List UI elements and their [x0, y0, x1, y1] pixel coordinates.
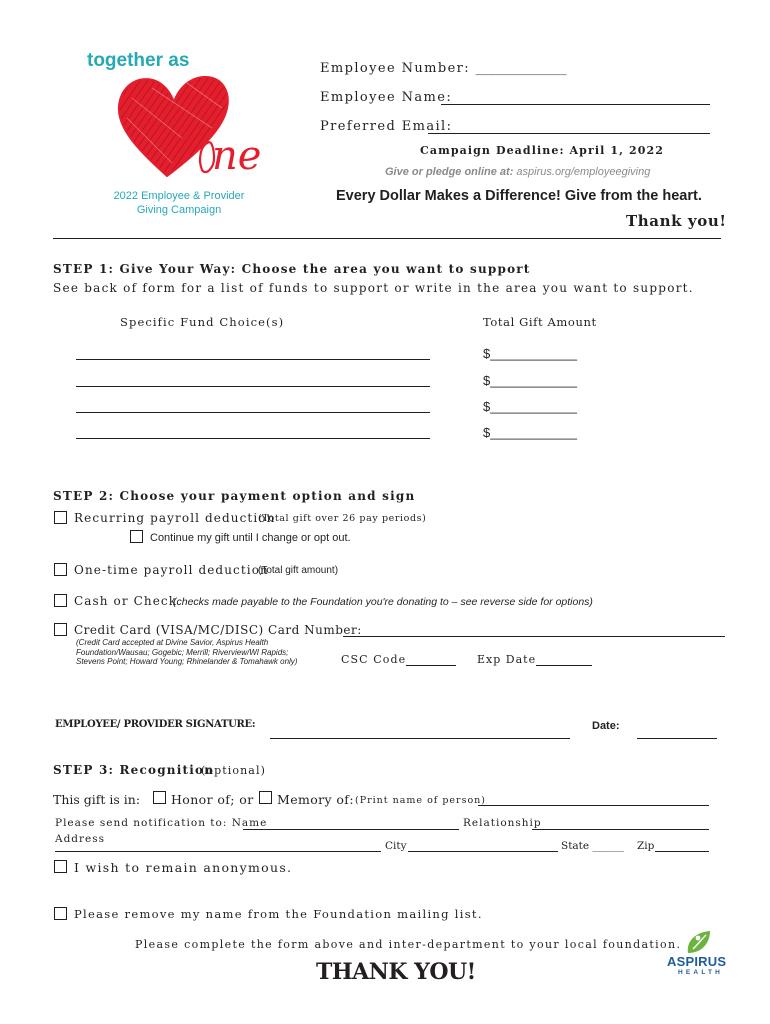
cash-check-note: (checks made payable to the Foundation you're donating to – see reverse side for options) [173, 596, 593, 608]
campaign-deadline: Campaign Deadline: April 1, 2022 [420, 144, 664, 157]
step3-title: STEP 3: Recognition [53, 763, 215, 777]
credit-card-label: Credit Card (VISA/MC/DISC) Card Number: [74, 623, 362, 637]
employee-name-field[interactable] [441, 104, 710, 105]
honor-of-checkbox[interactable] [153, 791, 166, 804]
employee-number-field[interactable]: ______________ [475, 61, 567, 76]
give-online-url[interactable]: aspirus.org/employeegiving [516, 166, 651, 178]
aspirus-leaf-icon [684, 929, 714, 957]
col-fund-header: Specific Fund Choice(s) [120, 315, 285, 329]
exp-date-field[interactable] [536, 665, 592, 666]
campaign-name [104, 189, 254, 217]
onetime-note: (Total gift amount) [258, 565, 339, 576]
print-name-note: (Print name of person) [355, 795, 486, 806]
step3-optional: (optional) [201, 764, 266, 777]
footer-instruction: Please complete the form above and inter-department to your local foundation. [135, 938, 682, 951]
gift-is-in-label: This gift is in: [53, 792, 141, 807]
amount-field-3[interactable]: $____________ [483, 399, 577, 414]
city-label: City [385, 840, 407, 852]
step1-subtitle: See back of form for a list of funds to support or write in the area you want to support. [53, 281, 694, 295]
recurring-note: (Total gift over 26 pay periods) [258, 513, 427, 524]
continue-gift-checkbox[interactable] [130, 530, 143, 543]
logo-together-as: together as [87, 50, 190, 71]
col-amount-header: Total Gift Amount [483, 315, 597, 329]
notify-name-label: Please send notification to: Name [55, 817, 268, 829]
preferred-email-label: Preferred Email: [320, 119, 453, 134]
step1-title: STEP 1: Give Your Way: Choose the area you want to support [53, 262, 531, 276]
state-label[interactable]: State ______ [561, 840, 624, 852]
date-label: Date: [592, 720, 620, 732]
preferred-email-field[interactable] [428, 133, 710, 134]
memory-of-label: Memory of: [277, 792, 354, 807]
header-divider [53, 238, 721, 239]
honoree-name-field[interactable] [478, 805, 709, 806]
address-label: Address [55, 833, 106, 845]
continue-gift-label: Continue my gift until I change or opt out. [150, 532, 351, 544]
give-online-line [385, 166, 650, 178]
exp-date-label: Exp Date [477, 653, 537, 666]
campaign-line-2: Giving Campaign [136, 204, 222, 216]
employee-name-label: Employee Name: [320, 90, 453, 105]
employee-number-label [320, 61, 567, 76]
employee-number-label-text: Employee Number: [320, 61, 471, 76]
remove-mailing-checkbox[interactable] [54, 907, 67, 920]
aspirus-brand-name: ASPIRUS [667, 954, 727, 969]
remove-mailing-label: Please remove my name from the Foundation mailing list. [74, 907, 483, 921]
signature-label: EMPLOYEE/ PROVIDER SIGNATURE: [55, 719, 256, 730]
notify-name-field[interactable] [243, 829, 459, 830]
address-field[interactable] [55, 851, 381, 852]
date-field[interactable] [637, 738, 717, 739]
recurring-label: Recurring payroll deduction [74, 511, 276, 525]
csc-field[interactable] [406, 665, 456, 666]
credit-card-checkbox[interactable] [54, 623, 67, 636]
campaign-line-1: 2022 Employee & Provider [113, 190, 245, 202]
onetime-checkbox[interactable] [54, 563, 67, 576]
aspirus-brand-sub: HEALTH [678, 969, 724, 976]
cash-check-checkbox[interactable] [54, 594, 67, 607]
card-number-field[interactable] [343, 636, 725, 637]
cash-check-label: Cash or Check [74, 594, 178, 608]
fund-line-2[interactable] [76, 386, 430, 387]
header-thank-you: Thank you! [626, 212, 727, 230]
footer-thank-you: THANK YOU! [316, 959, 476, 985]
honor-of-label: Honor of; or [171, 792, 254, 807]
fund-line-3[interactable] [76, 412, 430, 413]
credit-card-note: (Credit Card accepted at Divine Savior, Aspirus Health Foundation/Wausau; Gogebic; Merrill; Riverview/WI Rapids; Stevens Point; Howard Young; Rhinelander & Tomahawk only) [76, 638, 298, 666]
signature-field[interactable] [270, 738, 570, 739]
give-online-prefix: Give or pledge online at: [385, 166, 514, 178]
onetime-label: One-time payroll deduction [74, 563, 269, 577]
fund-line-4[interactable] [76, 438, 430, 439]
city-field[interactable] [408, 851, 558, 852]
amount-field-1[interactable]: $____________ [483, 346, 577, 361]
logo-one-script: ne [212, 133, 262, 179]
tagline: Every Dollar Makes a Difference! Give from the heart. [336, 188, 702, 204]
zip-label: Zip [637, 840, 655, 852]
amount-field-4[interactable]: $____________ [483, 425, 577, 440]
zip-field[interactable] [655, 851, 709, 852]
anonymous-label: I wish to remain anonymous. [74, 860, 293, 875]
amount-field-2[interactable]: $____________ [483, 373, 577, 388]
recurring-checkbox[interactable] [54, 511, 67, 524]
step2-title: STEP 2: Choose your payment option and sign [53, 489, 416, 503]
memory-of-checkbox[interactable] [259, 791, 272, 804]
csc-label: CSC Code [341, 653, 407, 666]
relationship-label: Relationship [463, 817, 542, 829]
anonymous-checkbox[interactable] [54, 860, 67, 873]
relationship-field[interactable] [532, 829, 709, 830]
fund-line-1[interactable] [76, 359, 430, 360]
